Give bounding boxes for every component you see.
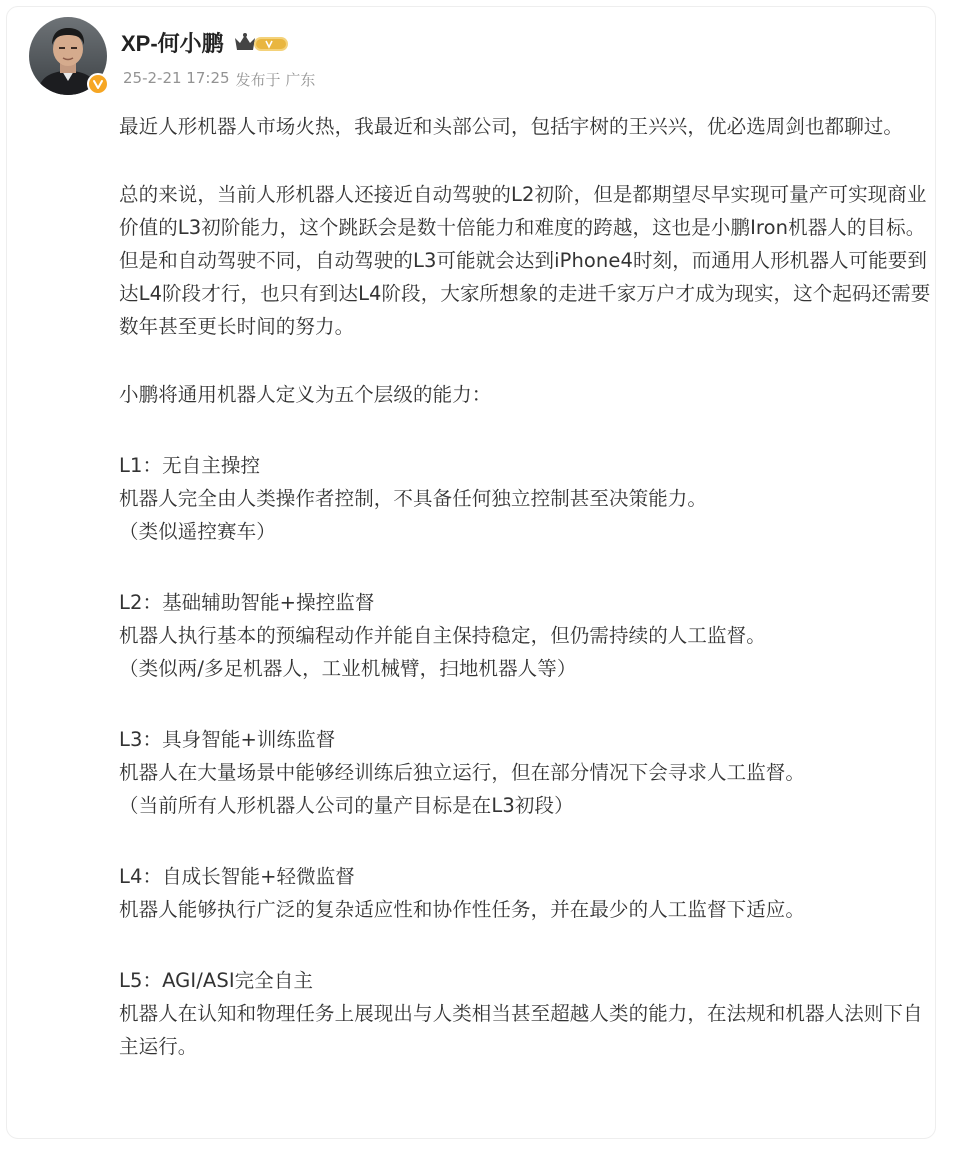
level-desc: 机器人能够执行广泛的复杂适应性和协作性任务，并在最少的人工监督下适应。 <box>119 898 806 921</box>
author-name[interactable]: XP-何小鹏 <box>121 30 224 56</box>
post-location: 发布于 广东 <box>235 71 316 89</box>
post-content <box>119 110 934 1063</box>
level-desc: 机器人执行基本的预编程动作并能自主保持稳定，但仍需持续的人工监督。 <box>119 624 766 647</box>
level-title: L4：自成长智能+轻微监督 <box>119 865 355 888</box>
post-meta <box>123 69 315 90</box>
level-l2 <box>119 586 934 685</box>
level-title: L2：基础辅助智能+操控监督 <box>119 591 375 614</box>
level-title: L3：具身智能+训练监督 <box>119 728 336 751</box>
level-note: （类似两/多足机器人，工业机械臂，扫地机器人等） <box>119 657 577 680</box>
level-title: L5：AGI/ASI完全自主 <box>119 969 314 992</box>
level-title: L1：无自主操控 <box>119 454 261 477</box>
level-desc: 机器人在认知和物理任务上展现出与人类相当甚至超越人类的能力，在法规和机器人法则下自主运行。 <box>119 1002 923 1058</box>
level-desc: 机器人在大量场景中能够经训练后独立运行，但在部分情况下会寻求人工监督。 <box>119 761 806 784</box>
level-l5 <box>119 964 934 1063</box>
paragraph-intro: 最近人形机器人市场火热，我最近和头部公司，包括宇树的王兴兴，优必选周剑也都聊过。 <box>119 115 904 138</box>
author-row <box>121 25 290 59</box>
level-l3 <box>119 723 934 822</box>
level-note: （当前所有人形机器人公司的量产目标是在L3初段） <box>119 794 574 817</box>
crown-vip-icon[interactable] <box>232 30 290 54</box>
level-l4 <box>119 860 934 926</box>
level-note: （类似遥控赛车） <box>119 520 276 543</box>
level-desc: 机器人完全由人类操作者控制，不具备任何独立控制甚至决策能力。 <box>119 487 708 510</box>
avatar[interactable] <box>29 17 107 95</box>
level-l1 <box>119 449 934 548</box>
weibo-post-card <box>6 6 936 1139</box>
paragraph-summary: 总的来说，当前人形机器人还接近自动驾驶的L2初阶，但是都期望尽早实现可量产可实现商业价值的L3初阶能力，这个跳跃会是数十倍能力和难度的跨越，这也是小鹏Iron机器人的目标。但是和自动驾驶不同，自动驾驶的L3可能就会达到iPhone4时刻，而通用人形机器人可能要到达L4阶段才行，也只有到达L4阶段，大家所想象的走进千家万户才成为现实，这个起码还需要数年甚至更长时间的努力。 <box>119 183 931 338</box>
verified-v-icon <box>87 73 109 95</box>
post-timestamp[interactable]: 25-2-21 17:25 <box>123 69 230 87</box>
paragraph-levels-intro: 小鹏将通用机器人定义为五个层级的能力： <box>119 383 492 406</box>
